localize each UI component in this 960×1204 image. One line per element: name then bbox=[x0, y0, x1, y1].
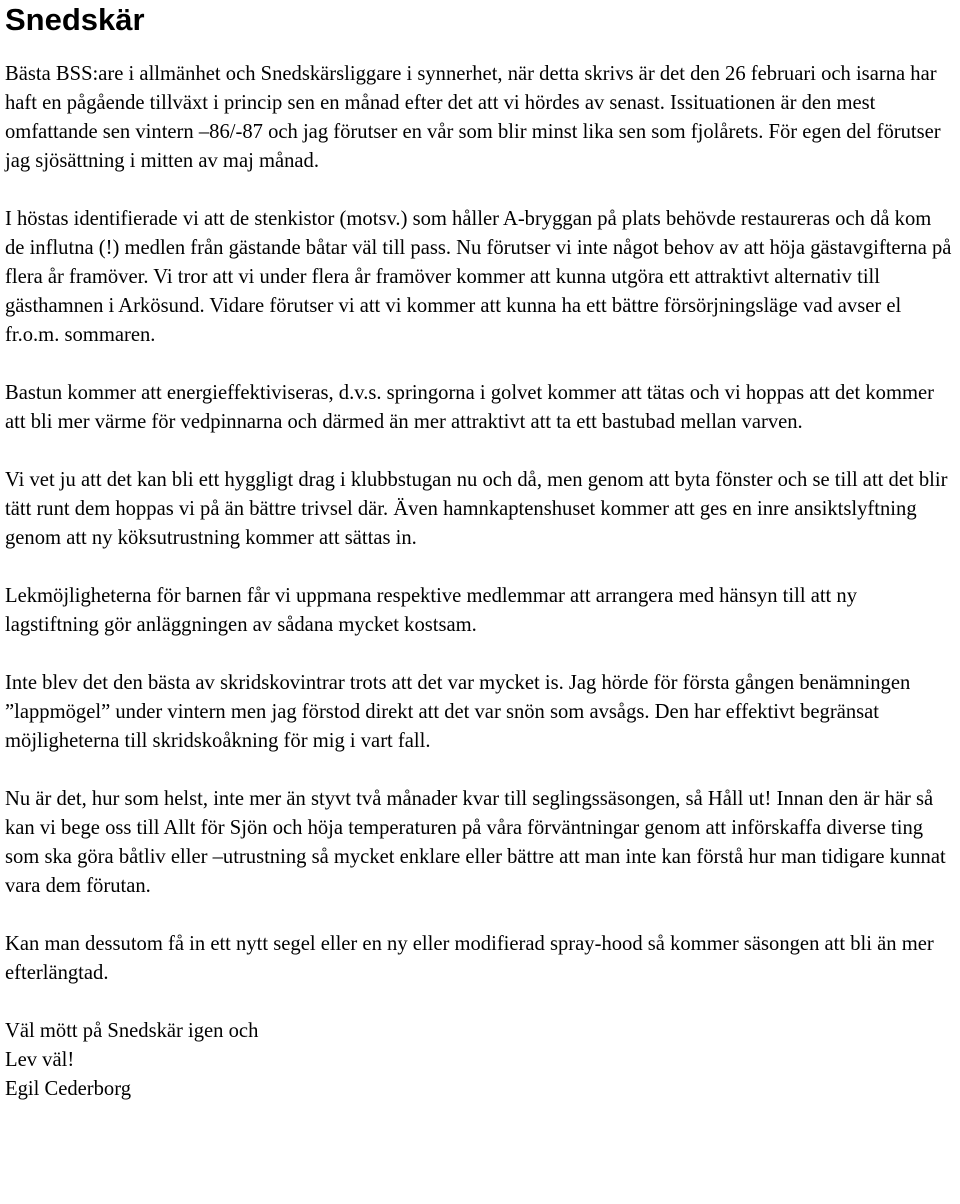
closing-farewell: Lev väl! bbox=[5, 1049, 75, 1071]
paragraph-clubhouse: Vi vet ju att det kan bli ett hyggligt drag i klubbstugan nu och då, men genom att byta fönster och se till att det blir tätt runt dem hoppas vi på än bättre trivsel där. Även hamnkaptenshuset kommer att ges en inre ansiktslyftning genom att ny köksutrustning kommer att sättas in. bbox=[5, 469, 948, 549]
paragraph-sailing-season: Nu är det, hur som helst, inte mer än styvt två månader kvar till seglingssäsongen, så Håll ut! Innan den är här så kan vi bege oss till Allt för Sjön och höja temperaturen på våra förväntningar genom att införskaffa diverse ting som ska göra båtliv eller –utrustning så mycket enklare eller bättre att man inte kan förstå hur man tidigare kunnat vara dem förutan. bbox=[5, 788, 946, 897]
paragraph-skating: Inte blev det den bästa av skridskovintrar trots att det var mycket is. Jag hörde för första gången benämningen ”lappmögel” under vintern men jag förstod direkt att det var snön som avsågs. Den har effektivt begränsat möjligheterna till skridskoåkning för mig i vart fall. bbox=[5, 672, 911, 752]
paragraph-new-sail: Kan man dessutom få in ett nytt segel eller en ny eller modifierad spray-hood så kommer säsongen att bli än mer efterlängtad. bbox=[5, 933, 934, 984]
closing-greeting: Väl mött på Snedskär igen och bbox=[5, 1020, 259, 1042]
paragraph-ice-situation: Bästa BSS:are i allmänhet och Snedskärsliggare i synnerhet, när detta skrivs är det den 26 februari och isarna har haft en pågående tillväxt i princip sen en månad efter det att vi hördes av senast. Issituationen är den mest omfattande sen vintern –86/-87 och jag förutser en vår som blir minst lika sen som fjolårets. För egen del förutser jag sjösättning i mitten av maj månad. bbox=[5, 63, 941, 172]
paragraph-playground: Lekmöjligheterna för barnen får vi uppmana respektive medlemmar att arrangera med hänsyn till att ny lagstiftning gör anläggningen av sådana mycket kostsam. bbox=[5, 585, 858, 636]
paragraph-stone-cribs: I höstas identifierade vi att de stenkistor (motsv.) som håller A-bryggan på plats behövde restaureras och då kom de influtna (!) medlen från gästande båtar väl till pass. Nu förutser vi inte något behov av att höja gästavgifterna på flera år framöver. Vi tror att vi under flera år framöver kommer att kunna utgöra ett attraktivt alternativ till gästhamnen i Arkösund. Vidare förutser vi att vi kommer att kunna ha ett bättre försörjningsläge vad avser el fr.o.m. sommaren. bbox=[5, 208, 952, 346]
closing-block bbox=[5, 1017, 955, 1104]
document-title: Snedskär bbox=[5, 2, 145, 37]
closing-signature: Egil Cederborg bbox=[5, 1078, 132, 1100]
paragraph-sauna: Bastun kommer att energieffektiviseras, d.v.s. springorna i golvet kommer att tätas och vi hoppas att det kommer att bli mer värme för vedpinnarna och därmed än mer attraktivt att ta ett bastubad mellan varven. bbox=[5, 382, 934, 433]
